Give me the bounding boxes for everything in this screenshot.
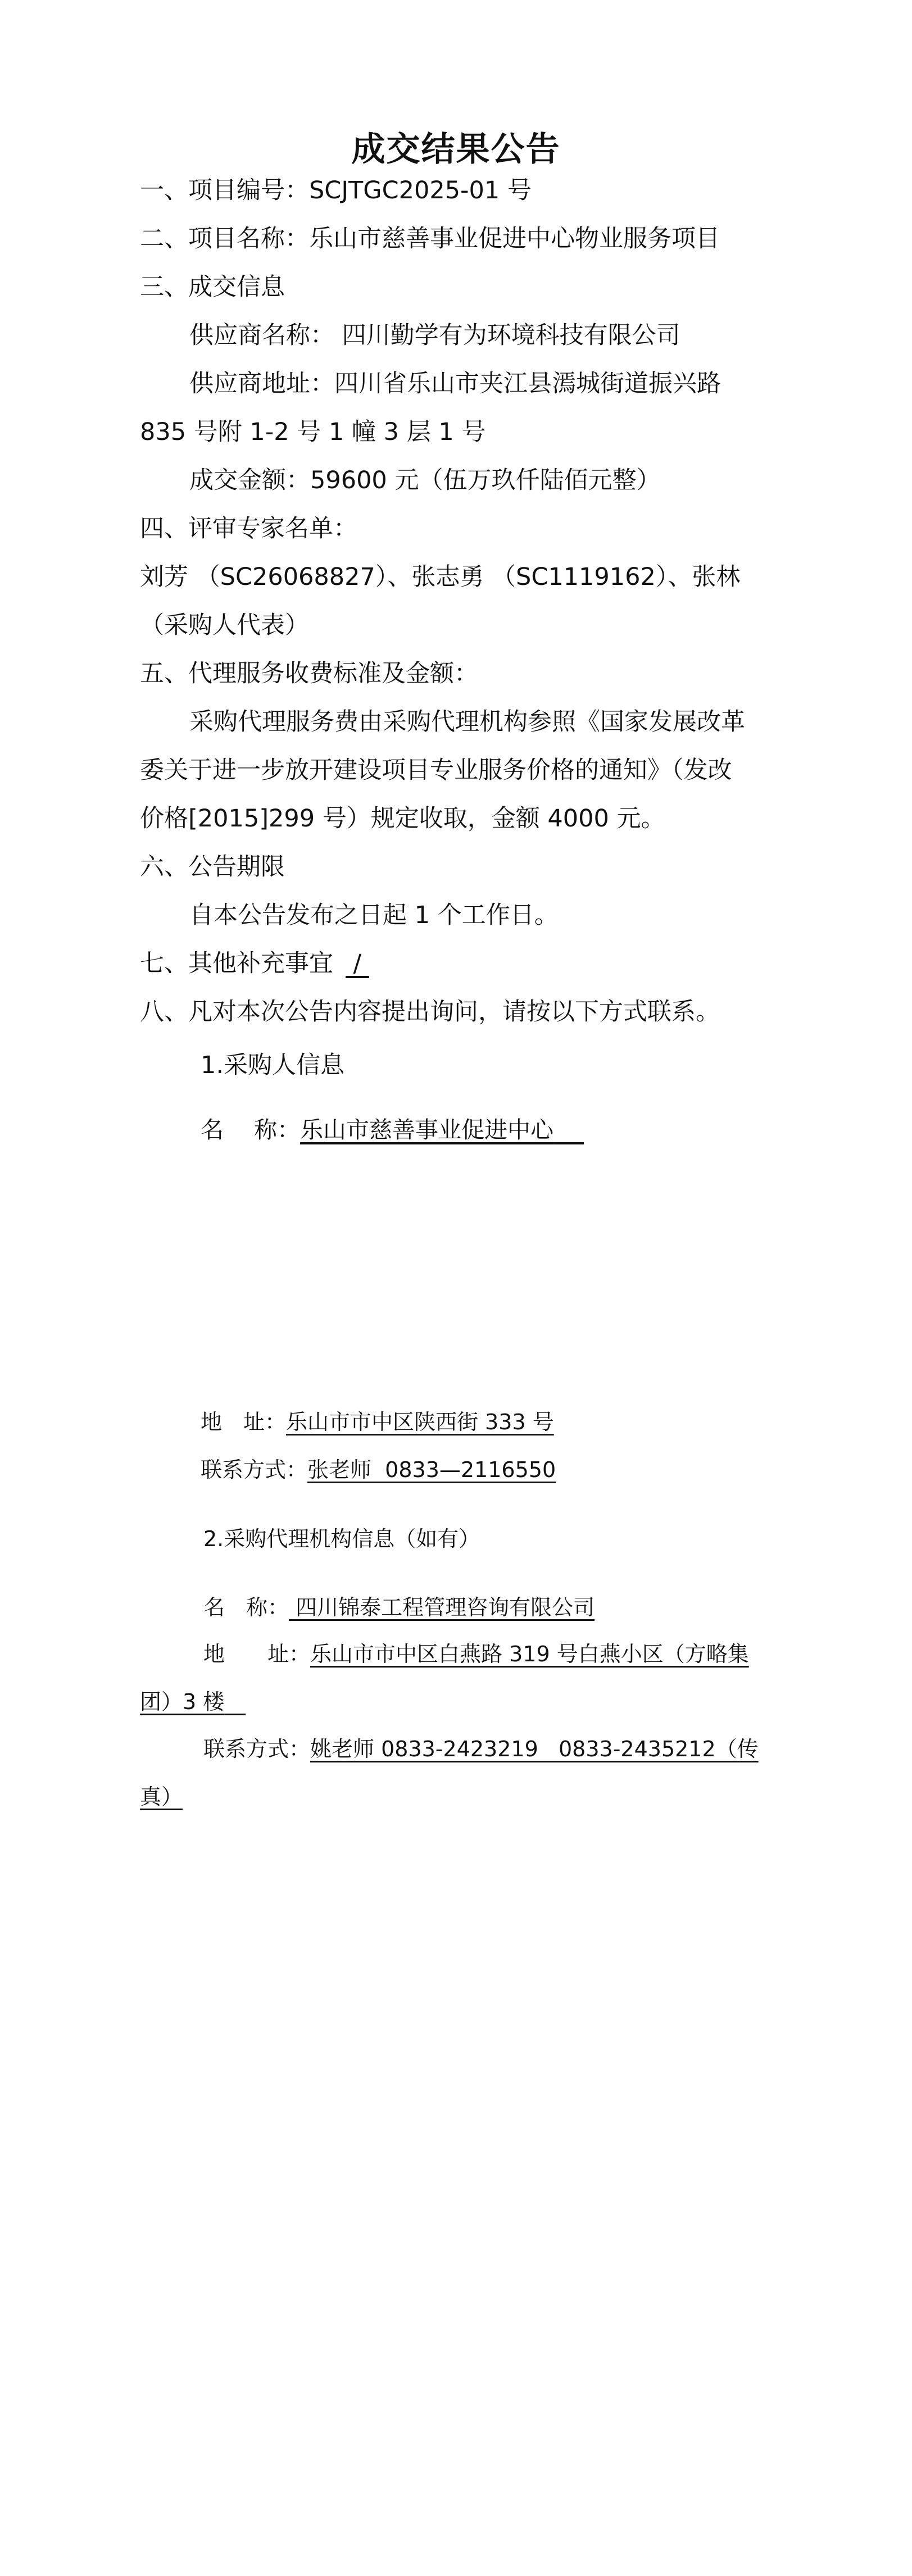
agency-address-value-1: 乐山市市中区白燕路 319 号白燕小区（方略集 [310,1642,749,1666]
agency-contact-value-2: 真） [140,1784,183,1809]
supplier-address-line1: 供应商地址：四川省乐山市夹江县漹城街道振兴路 [189,370,721,398]
purchaser-contact-label: 联系方式： [201,1457,308,1482]
notice-period: 自本公告发布之日起 1 个工作日。 [189,901,559,929]
purchaser-heading: 1.采购人信息 [201,1051,345,1079]
agency-fee-line3: 价格[2015]299 号）规定收取，金额 4000 元。 [140,805,665,833]
notice-period-heading: 六、公告期限 [140,853,285,881]
purchaser-address-value: 乐山市市中区陕西街 333 号 [286,1410,554,1434]
experts-line1: 刘芳 （SC26068827）、张志勇 （SC1119162）、张林 [140,563,741,591]
agency-fee-heading: 五、代理服务收费标准及金额： [140,660,478,688]
agency-contact-label: 联系方式： [203,1737,311,1761]
agency-address-row2 [140,1684,772,1715]
agency-contact-row1 [203,1732,772,1762]
agency-name-label: 名 称： [203,1595,289,1620]
page-title: 成交结果公告 [351,130,561,169]
experts-line2: （采购人代表） [140,611,309,639]
purchaser-name-row [201,1111,833,1144]
agency-fee-line2: 委关于进一步放开建设项目专业服务价格的通知》（发改 [140,756,732,784]
deal-amount: 成交金额：59600 元（伍万玖仟陆佰元整） [189,466,661,494]
agency-fee-line1: 采购代理服务费由采购代理机构参照《国家发展改革 [189,708,745,736]
agency-name-value: 四川锦泰工程管理咨询有限公司 [289,1595,595,1620]
purchaser-contact-row [201,1452,833,1483]
other-matters [140,939,772,988]
supplier-name: 供应商名称： 四川勤学有为环境科技有限公司 [189,321,680,349]
purchaser-address-row [201,1405,833,1435]
agency-name-row [203,1590,836,1621]
announcement-body [140,166,772,1036]
agency-address-value-2: 团）3 楼 [140,1689,225,1714]
agency-address-row1 [203,1637,772,1668]
purchaser-name-value: 乐山市慈善事业促进中心 [300,1116,554,1143]
purchaser-name-label: 名 称： [201,1116,301,1143]
contact-intro: 八、凡对本次公告内容提出询问，请按以下方式联系。 [140,998,720,1026]
agency-contact-row2 [140,1779,772,1810]
supplier-address-line2: 835 号附 1-2 号 1 幢 3 层 1 号 [140,418,486,446]
agency-heading: 2.采购代理机构信息（如有） [203,1526,480,1551]
purchaser-address-label: 地 址： [201,1410,287,1434]
project-name: 二、项目名称：乐山市慈善事业促进中心物业服务项目 [140,225,720,253]
other-matters-value: / [346,949,369,978]
deal-info-heading: 三、成交信息 [140,273,285,301]
agency-address-label: 地 址： [203,1642,311,1666]
experts-heading: 四、评审专家名单： [140,515,357,543]
agency-contact-value-1: 姚老师 0833-2423219 0833-2435212（传 [310,1737,759,1761]
other-matters-label: 七、其他补充事宜 [140,949,333,978]
project-number: 一、项目编号：SCJTGC2025-01 号 [140,176,532,205]
purchaser-contact-value: 张老师 0833—2116550 [307,1457,556,1482]
